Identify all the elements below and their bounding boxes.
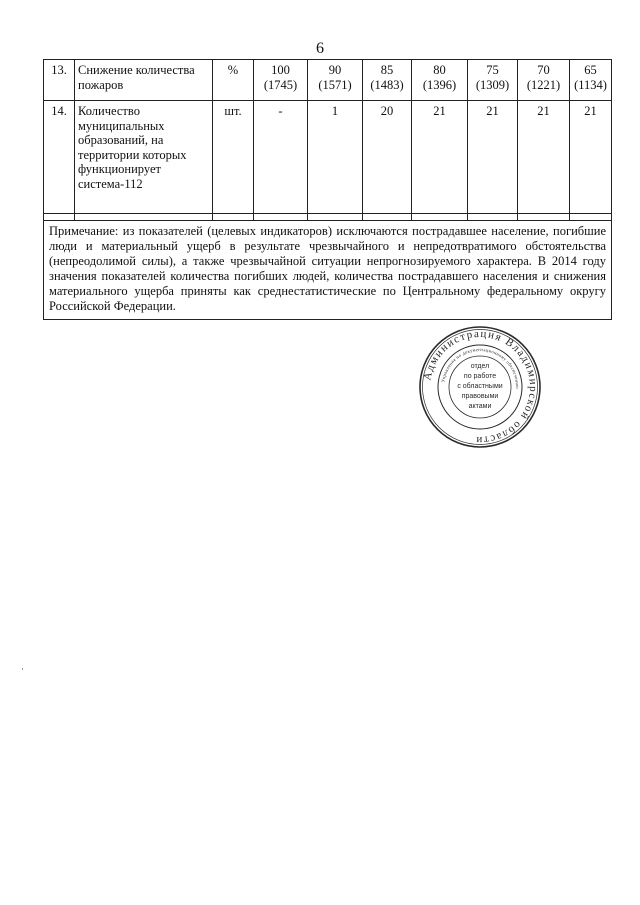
value-cell <box>308 60 363 101</box>
value-sub: (1571) <box>318 77 352 92</box>
row-number: 13. <box>44 60 75 101</box>
indicator-name: Количество муниципальных образований, на территории которых функционирует система-112 <box>75 101 213 214</box>
value-sub: (1309) <box>475 77 510 92</box>
row-number: 14. <box>44 101 75 214</box>
value-cell: 20 <box>363 101 412 214</box>
spacer-cell <box>75 214 213 221</box>
table-note-row <box>44 221 612 320</box>
value-cell: - <box>254 101 308 214</box>
value-sub: (1483) <box>370 77 404 92</box>
value-main: 70 <box>537 63 550 77</box>
table-row-14 <box>44 101 612 214</box>
value-cell <box>468 60 518 101</box>
value-sub: (1396) <box>422 77 457 92</box>
stamp-center-line: по работе <box>463 373 497 380</box>
value-cell: 21 <box>518 101 570 214</box>
spacer-cell <box>44 214 75 221</box>
spacer-cell <box>468 214 518 221</box>
table-spacer-row <box>44 214 612 221</box>
stamp-inner-text: Управление по документационному обеспечению <box>440 346 521 390</box>
table-row-13 <box>44 60 612 101</box>
indicator-name: Снижение количества пожаров <box>75 60 213 101</box>
value-main: 80 <box>433 63 446 77</box>
value-sub: (1221) <box>526 77 561 92</box>
stamp-center-line: правовыми <box>461 393 499 400</box>
value-cell <box>570 60 612 101</box>
value-cell: 21 <box>468 101 518 214</box>
value-main: 75 <box>486 63 499 77</box>
value-cell <box>412 60 468 101</box>
spacer-cell <box>213 214 254 221</box>
value-cell: 1 <box>308 101 363 214</box>
value-main: 85 <box>380 63 394 77</box>
indicators-table <box>43 59 612 320</box>
table-note: Примечание: из показателей (целевых индикаторов) исключаются пострадавшее население, погибшие люди и материальный ущерб в результате чрезвычайного и непредотвратимого обстоятельства (непреодолимой силы), а также чрезвычайной ситуации непрогнозируемого характера. В 2014 году значения показателей количества погибших людей, количества пострадавшего населения и снижения материального ущерба приняты как среднестатистические по Центральному федеральному округу Российской Федерации. <box>44 221 612 320</box>
value-main: 100 <box>271 63 290 77</box>
stamp-center-line: отдел <box>470 363 490 370</box>
value-main: 65 <box>584 63 597 77</box>
scan-speck <box>22 668 23 670</box>
value-sub: (1134) <box>574 77 607 92</box>
stamp-center-line: актами <box>468 403 492 410</box>
spacer-cell <box>308 214 363 221</box>
value-sub: (1745) <box>263 77 298 92</box>
spacer-cell <box>254 214 308 221</box>
indicator-unit: шт. <box>213 101 254 214</box>
page-number: 6 <box>316 40 324 57</box>
spacer-cell <box>570 214 612 221</box>
value-cell: 21 <box>570 101 612 214</box>
value-main: 90 <box>328 63 342 77</box>
spacer-cell <box>412 214 468 221</box>
value-cell <box>518 60 570 101</box>
spacer-cell <box>518 214 570 221</box>
value-cell: 21 <box>412 101 468 214</box>
spacer-cell <box>363 214 412 221</box>
official-stamp <box>418 325 542 449</box>
indicator-unit: % <box>213 60 254 101</box>
stamp-center-line: с областными <box>457 383 503 390</box>
stamp-outer-text: Администрация Владимирской области <box>421 327 540 447</box>
value-cell <box>254 60 308 101</box>
value-cell <box>363 60 412 101</box>
